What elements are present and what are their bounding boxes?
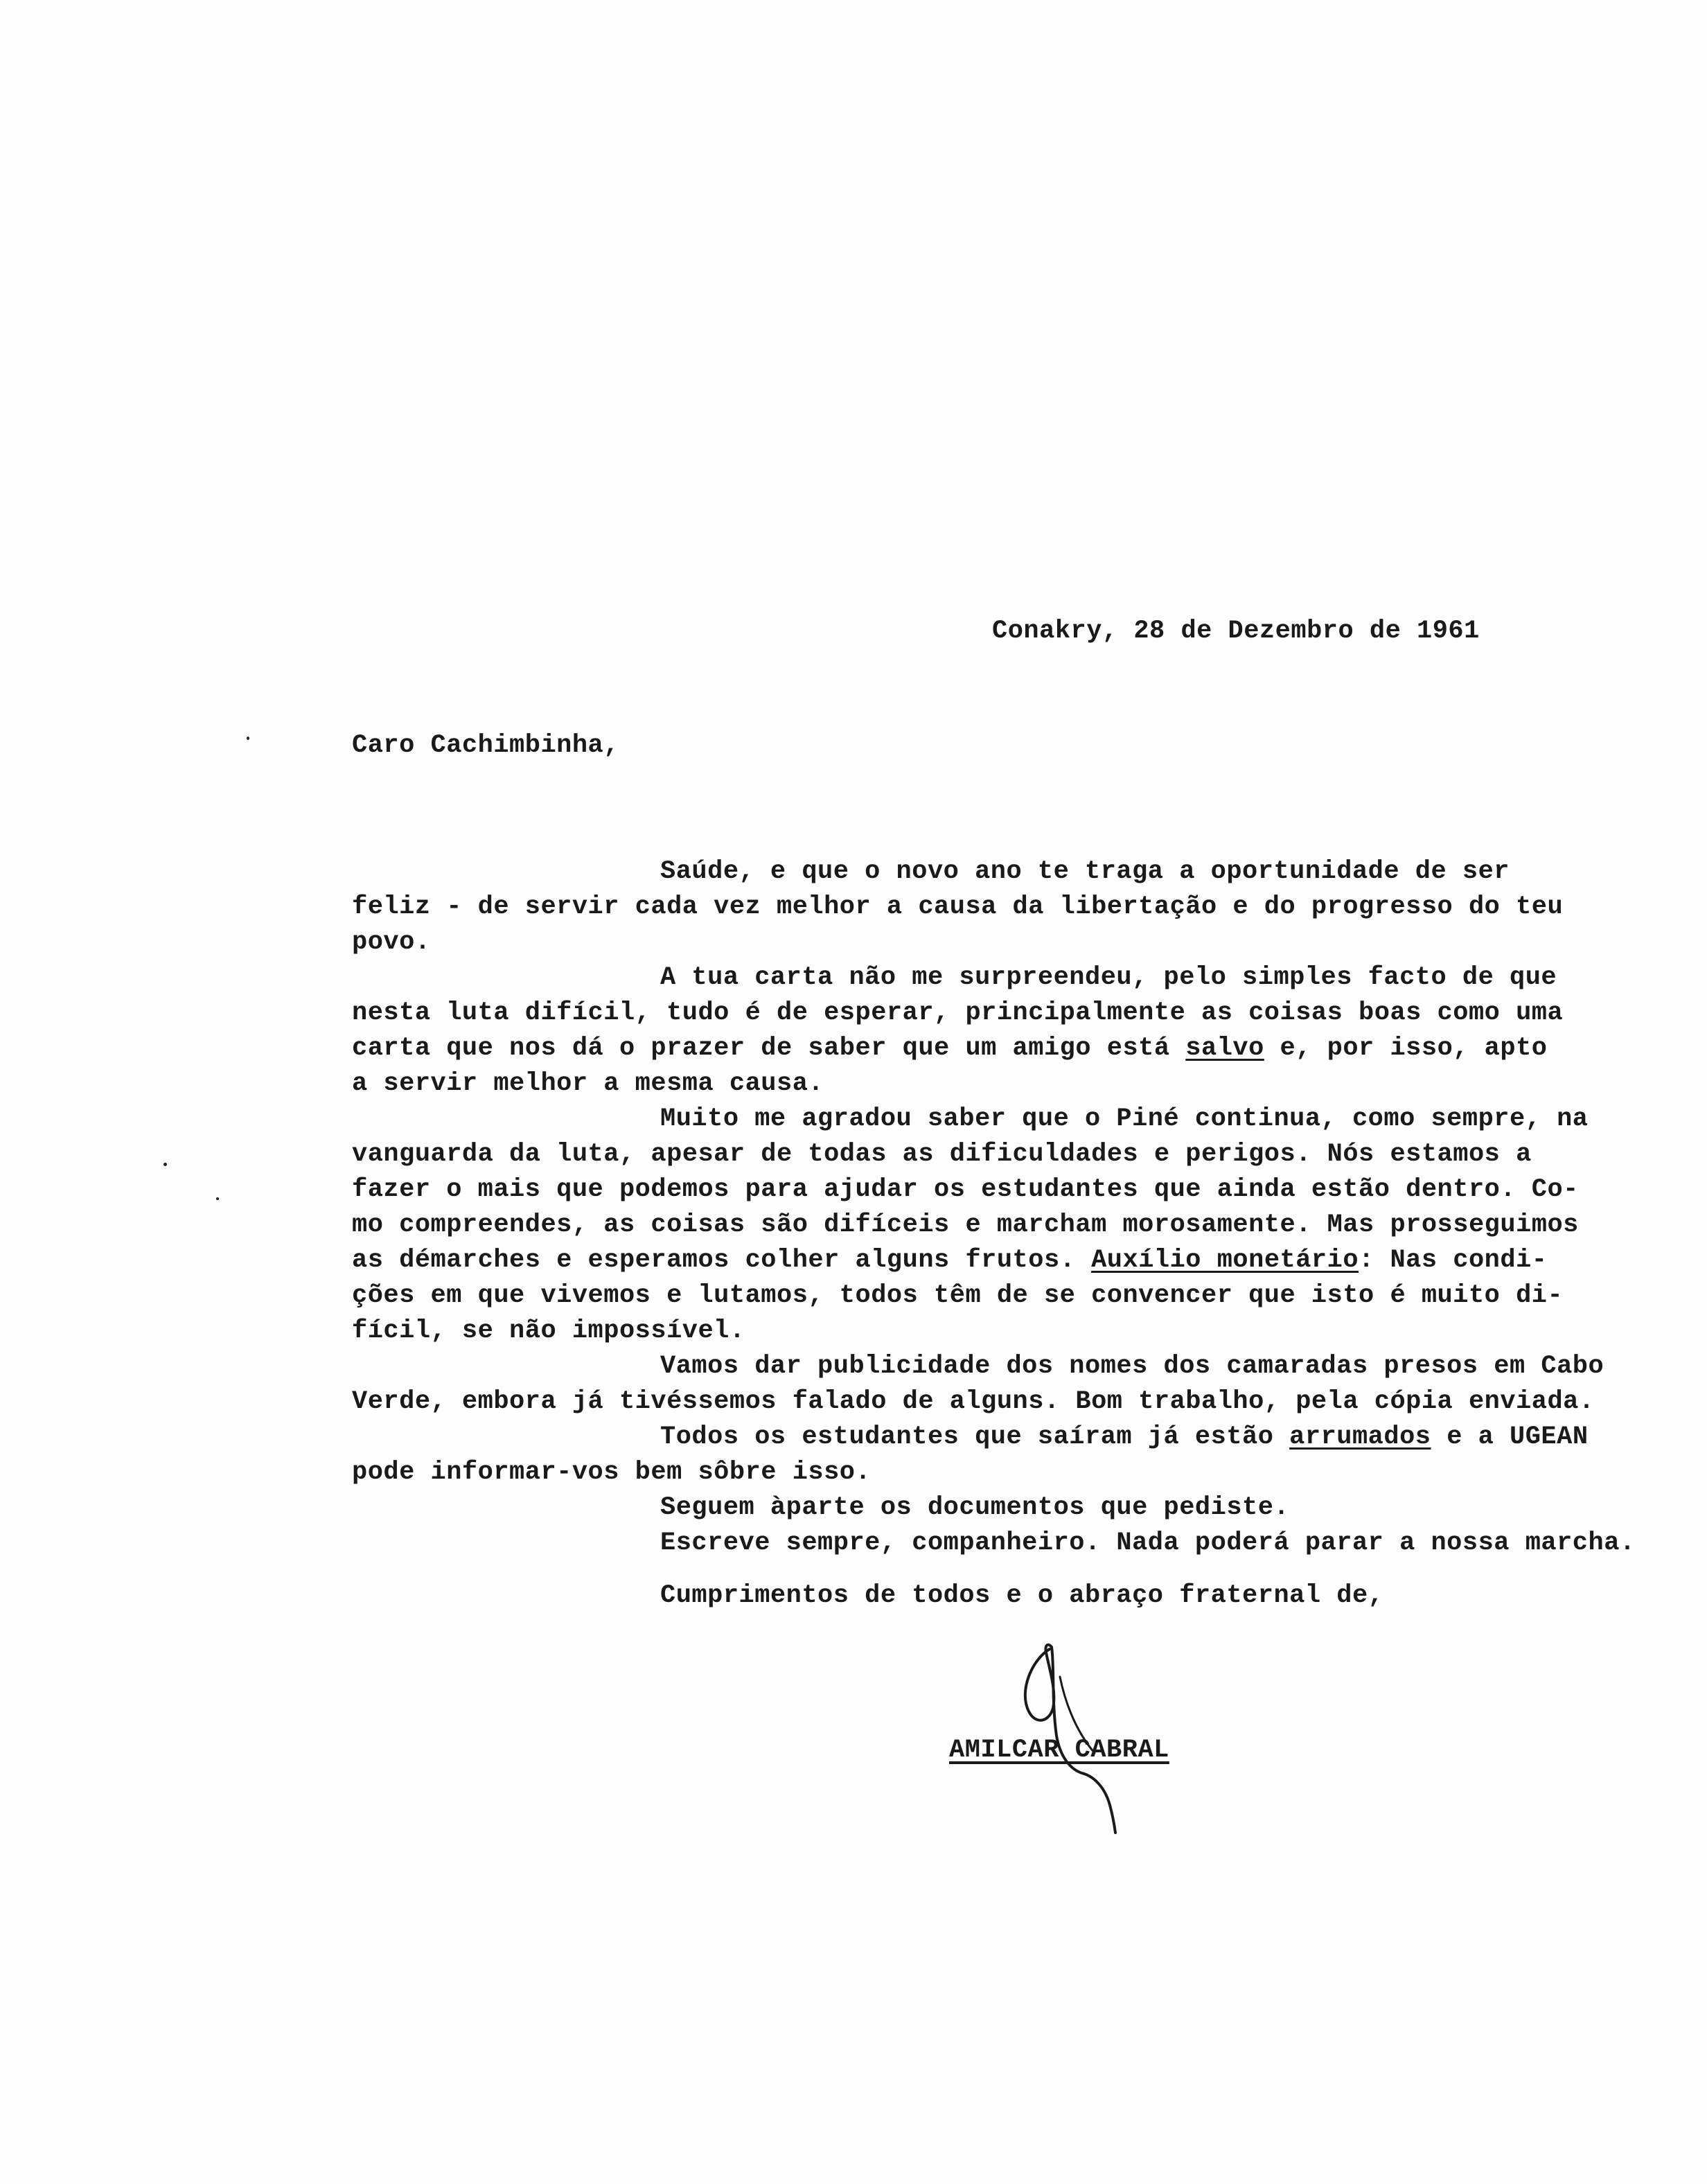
body-line: ções em que vivemos e lutamos, todos têm de se convencer que isto é muito di- xyxy=(352,1281,1564,1310)
body-text-segment: e a UGEAN xyxy=(1431,1423,1589,1452)
body-line: pode informar-vos bem sôbre isso. xyxy=(352,1458,872,1487)
signature-name: AMILCAR CABRAL xyxy=(949,1736,1169,1765)
body-line: Verde, embora já tivéssemos falado de alguns. Bom trabalho, pela cópia enviada. xyxy=(352,1387,1595,1416)
letter-body xyxy=(352,854,1668,1614)
body-line: fazer o mais que podemos para ajudar os estudantes que ainda estão dentro. Co- xyxy=(352,1175,1579,1204)
signature-block xyxy=(928,1632,1219,1840)
body-text-segment: carta que nos dá o prazer de saber que um amigo está xyxy=(352,1034,1186,1063)
body-line: Saúde, e que o novo ano te traga a oportunidade de ser xyxy=(660,857,1510,886)
body-line xyxy=(352,1031,1668,1066)
paper-speck xyxy=(163,1163,167,1166)
body-line: povo. xyxy=(352,928,431,957)
underlined-phrase-auxilio: Auxílio monetário xyxy=(1091,1246,1359,1275)
body-text-segment: e, por isso, apto xyxy=(1264,1034,1548,1063)
paper-speck xyxy=(247,737,249,740)
body-line: A tua carta não me surpreendeu, pelo simples facto de que xyxy=(660,963,1557,992)
body-line: Muito me agradou saber que o Piné continua, como sempre, na xyxy=(660,1104,1589,1134)
date-line: Conakry, 28 de Dezembro de 1961 xyxy=(992,617,1480,646)
underlined-word-arrumados: arrumados xyxy=(1289,1423,1431,1452)
body-line: Vamos dar publicidade dos nomes dos camaradas presos em Cabo xyxy=(660,1352,1604,1381)
body-text-segment: Todos os estudantes que saíram já estão xyxy=(660,1423,1290,1452)
salutation: Caro Cachimbinha, xyxy=(352,731,619,760)
body-line: Escreve sempre, companheiro. Nada poderá parar a nossa marcha. xyxy=(660,1529,1636,1558)
closing-line: Cumprimentos de todos e o abraço fraternal de, xyxy=(660,1581,1384,1610)
body-line: fícil, se não impossível. xyxy=(352,1316,745,1346)
body-line: Seguem àparte os documentos que pediste. xyxy=(660,1493,1290,1522)
body-line xyxy=(352,1243,1668,1278)
body-line xyxy=(352,1420,1668,1455)
body-line: nesta luta difícil, tudo é de esperar, principalmente as coisas boas como uma xyxy=(352,998,1564,1028)
paper-speck xyxy=(216,1197,219,1200)
body-line: a servir melhor a mesma causa. xyxy=(352,1069,824,1098)
body-text-segment: : Nas condi- xyxy=(1359,1246,1548,1275)
body-line: mo compreendes, as coisas são difíceis e marcham morosamente. Mas prosseguimos xyxy=(352,1210,1579,1240)
body-line: feliz - de servir cada vez melhor a causa da libertação e do progresso do teu xyxy=(352,892,1564,922)
body-line: vanguarda da luta, apesar de todas as dificuldades e perigos. Nós estamos a xyxy=(352,1140,1532,1169)
body-text-segment: as démarches e esperamos colher alguns frutos. xyxy=(352,1246,1092,1275)
underlined-word-salvo: salvo xyxy=(1185,1034,1264,1063)
